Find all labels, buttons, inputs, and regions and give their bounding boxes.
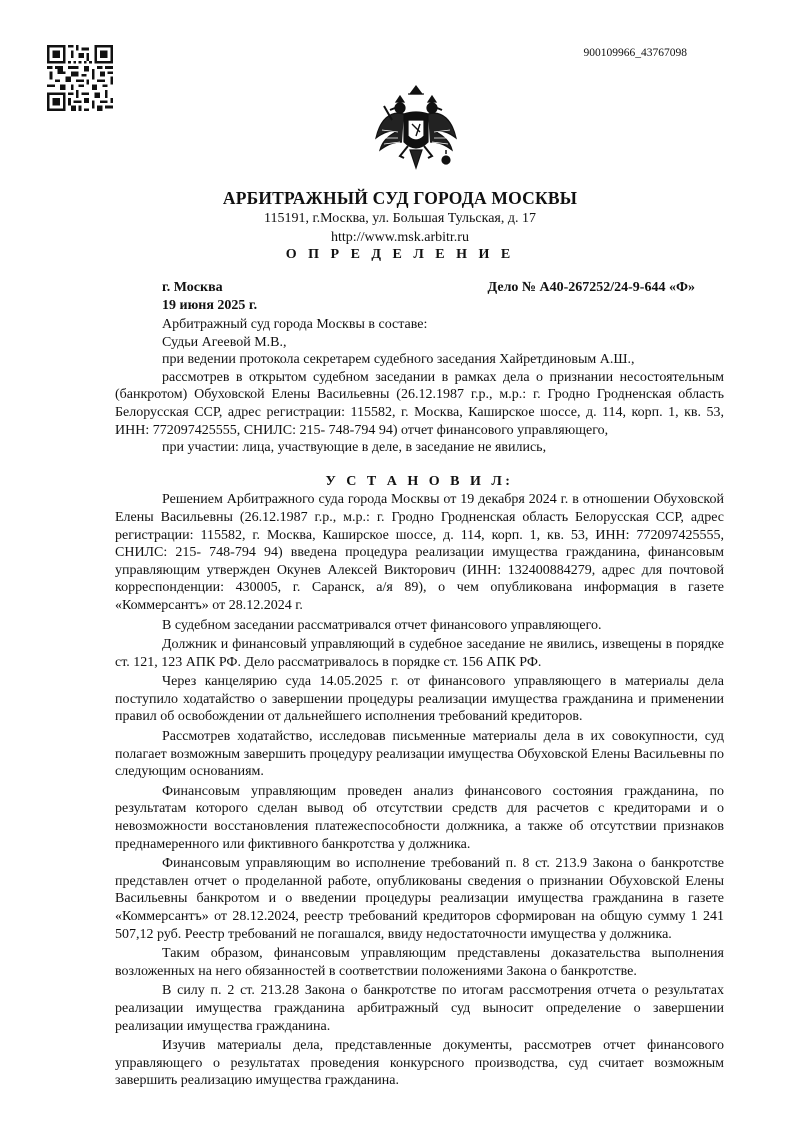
- city: г. Москва: [162, 280, 223, 295]
- paragraph: Финансовым управляющим во исполнение требований п. 8 ст. 213.9 Закона о банкротстве представлен отчет о проделанной работе, опубликованы сведения о признании Обуховской Елены Васильевны банкротом и о введении процедуры реализации имущества гражданина в газете «Коммерсантъ» от 28.12.2024, реестр требований кредиторов сформирован на общую сумму 1 241 507,12 руб. Реестр требований не погашался, ввиду недостаточности имущества у должника.: [115, 856, 724, 942]
- paragraph: В судебном заседании рассматривался отчет финансового управляющего.: [162, 617, 602, 633]
- court-name: АРБИТРАЖНЫЙ СУД ГОРОДА МОСКВЫ: [222, 188, 578, 208]
- paragraph: Должник и финансовый управляющий в судебное заседание не явились, извещены в порядке ст. 121, 123 АПК РФ. Дело рассматривалось в порядке ст. 156 АПК РФ.: [115, 637, 724, 670]
- section-title: У С Т А Н О В И Л:: [325, 473, 514, 489]
- paragraph: Через канцелярию суда 14.05.2025 г. от финансового управляющего в материалы дела поступило ходатайство о завершении процедуры реализации имущества гражданина и применении правил об освобождении от дальнейшего исполнения требований кредиторов.: [115, 674, 724, 725]
- case-number: Дело № А40-267252/24-9-644 «Ф»: [487, 280, 695, 295]
- document-body: [115, 316, 724, 1090]
- court-address: 115191, г.Москва, ул. Большая Тульская, д. 17: [264, 211, 536, 226]
- document-id: 900109966_43767098: [583, 47, 687, 59]
- court-website: http://www.msk.arbitr.ru: [331, 230, 469, 245]
- intro-secretary: при ведении протокола секретарем судебного заседания Хайретдиновым А.Ш.,: [162, 352, 635, 368]
- paragraph: В силу п. 2 ст. 213.28 Закона о банкротстве по итогам рассмотрения отчета о результатах реализации имущества гражданина арбитражный суд выносит определение о завершении реализации имущества гражданина.: [115, 983, 724, 1034]
- qr-code-icon: [47, 45, 113, 111]
- paragraph: Рассмотрев ходатайство, исследовав письменные материалы дела в их совокупности, суд полагает возможным завершить процедуру реализации имущества Обуховской Елены Васильевны по следующим основаниям.: [115, 729, 724, 780]
- document-type-title: О П Р Е Д Е Л Е Н И Е: [285, 247, 515, 262]
- document-date: 19 июня 2025 г.: [162, 298, 258, 313]
- coat-of-arms-russia-icon: [370, 80, 462, 178]
- intro-judge: Судьи Агеевой М.В.,: [162, 334, 287, 350]
- intro-court-composition: Арбитражный суд города Москвы в составе:: [162, 317, 428, 332]
- intro-matter: рассмотрев в открытом судебном заседании в рамках дела о признании несостоятельным (банкротом) Обуховской Елены Васильевны (26.12.1987 г.р., м.р.: г. Гродно Гродненская область Белорусская ССР, адрес регистрации: 115582, г. Москва, Каширское шоссе, д. 114, корп. 1, кв. 53, ИНН: 772097425555, СНИЛС: 215- 748-794 94) отчет финансового управляющего,: [115, 369, 724, 438]
- paragraph: Таким образом, финансовым управляющим представлены доказательства выполнения возложенных на него обязанностей в соответствии положениями Закона о банкротстве.: [115, 946, 724, 979]
- paragraph: Финансовым управляющим проведен анализ финансового состояния гражданина, по результатам которого сделан вывод об отсутствии средств для расчетов с кредиторами и о невозможности восстановления платежеспособности должника, а также об отсутствии признаков преднамеренного или фиктивного банкротства у должника.: [115, 783, 724, 852]
- paragraph: Изучив материалы дела, представленные документы, рассмотрев отчет финансового управляющего о результатах проведения конкурсного производства, суд считает возможным завершить реализацию имущества гражданина.: [115, 1038, 724, 1089]
- paragraph: Решением Арбитражного суда города Москвы от 19 декабря 2024 г. в отношении Обуховской Елены Васильевны (26.12.1987 г.р., м.р.: г. Гродно Гродненская область Белорусская ССР, адрес регистрации: 115582, г. Москва, Каширское шоссе, д. 114, корп. 1, кв. 53, ИНН: 772097425555, СНИЛС: 215- 748-794 94) введена процедура реализации имущества гражданина, финансовым управляющим утвержден Окунев Алексей Викторович (ИНН: 132400884279, адрес для почтовой корреспонденции: 430005, г. Саранск, а/я 89), о чем опубликована информация в газете «Коммерсантъ» от 28.12.2024 г.: [115, 492, 724, 613]
- intro-participants: при участии: лица, участвующие в деле, в заседание не явились,: [162, 440, 547, 456]
